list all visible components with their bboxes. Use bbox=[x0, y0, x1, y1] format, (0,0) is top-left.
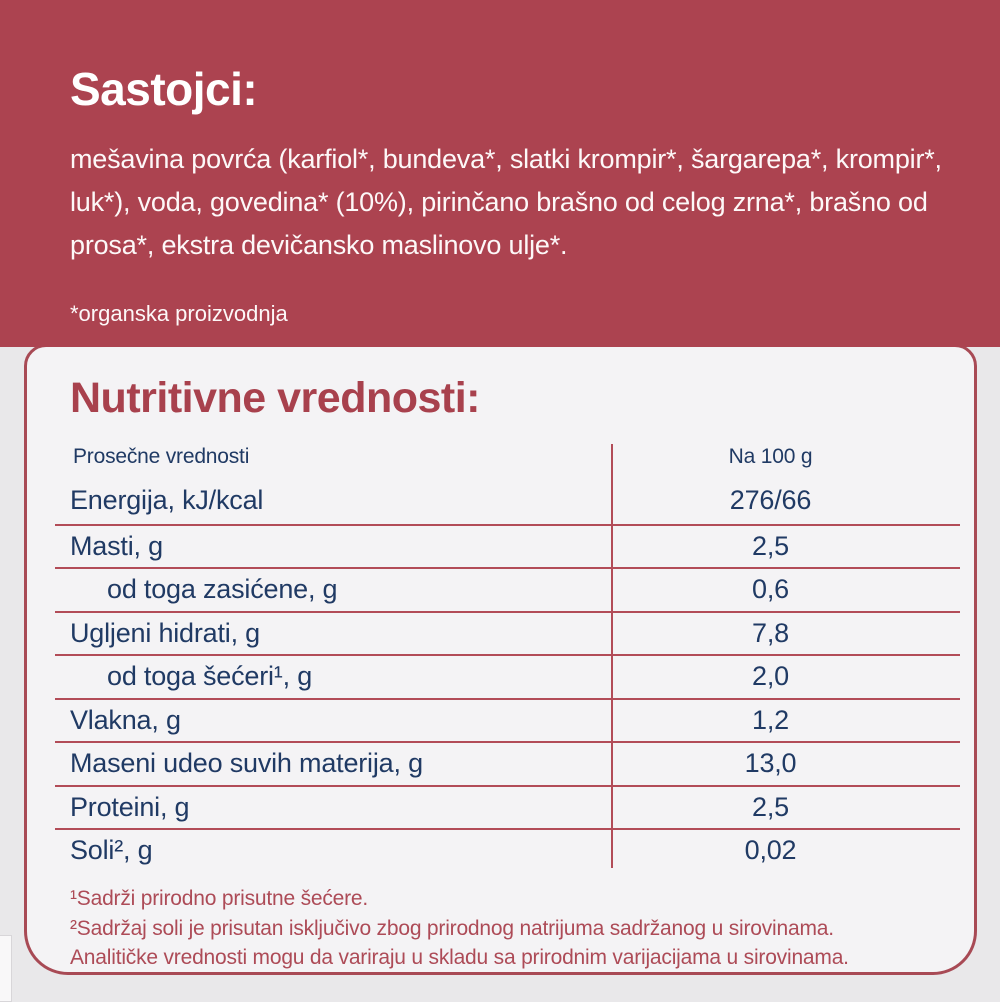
header-average-values: Prosečne vrednosti bbox=[73, 445, 250, 468]
row-value: 2,5 bbox=[752, 530, 789, 561]
row-label: Vlakna, g bbox=[70, 704, 181, 735]
nutrition-title: Nutritivne vrednosti: bbox=[70, 374, 480, 422]
row-label: Soli², g bbox=[70, 835, 153, 866]
footnote-analytical: Analitičke vrednosti mogu da variraju u skladu sa prirodnim varijacijama u sirovinama. bbox=[70, 946, 849, 969]
ingredients-band bbox=[0, 0, 1000, 347]
row-value: 1,2 bbox=[752, 704, 789, 735]
background-card-edge bbox=[0, 935, 12, 1002]
footnote-salt: ²Sadržaj soli je prisutan isključivo zbog prirodnog natrijuma sadržanog u sirovinama. bbox=[70, 916, 834, 940]
row-label: od toga zasićene, g bbox=[107, 574, 338, 605]
row-label: Energija, kJ/kcal bbox=[70, 484, 264, 515]
row-value: 0,02 bbox=[744, 835, 797, 866]
row-label: Maseni udeo suvih materija, g bbox=[70, 748, 423, 779]
row-label: Proteini, g bbox=[70, 791, 190, 822]
row-value: 2,5 bbox=[752, 791, 789, 822]
ingredients-text: mešavina povrća (karfiol*, bundeva*, slatki krompir*, šargarepa*, krompir*, luk*), voda, govedina* (10%), pirinčano brašno od celog zrna*, brašno od prosa*, ekstra devičansko maslinovo ulje*. bbox=[70, 144, 942, 260]
row-value: 0,6 bbox=[752, 574, 789, 605]
row-value: 7,8 bbox=[752, 617, 789, 648]
row-label: Ugljeni hidrati, g bbox=[70, 617, 261, 648]
nutrition-panel bbox=[24, 344, 977, 975]
row-value: 13,0 bbox=[744, 748, 797, 779]
row-value: 276/66 bbox=[729, 484, 812, 515]
footnote-sugars: ¹Sadrži prirodno prisutne šećere. bbox=[70, 887, 369, 910]
organic-production-note: *organska proizvodnja bbox=[70, 301, 288, 326]
ingredients-title: Sastojci: bbox=[70, 63, 258, 115]
row-label: Masti, g bbox=[70, 530, 163, 561]
row-value: 2,0 bbox=[752, 661, 789, 692]
row-label: od toga šećeri¹, g bbox=[107, 661, 313, 692]
header-per-100g: Na 100 g bbox=[728, 445, 813, 468]
